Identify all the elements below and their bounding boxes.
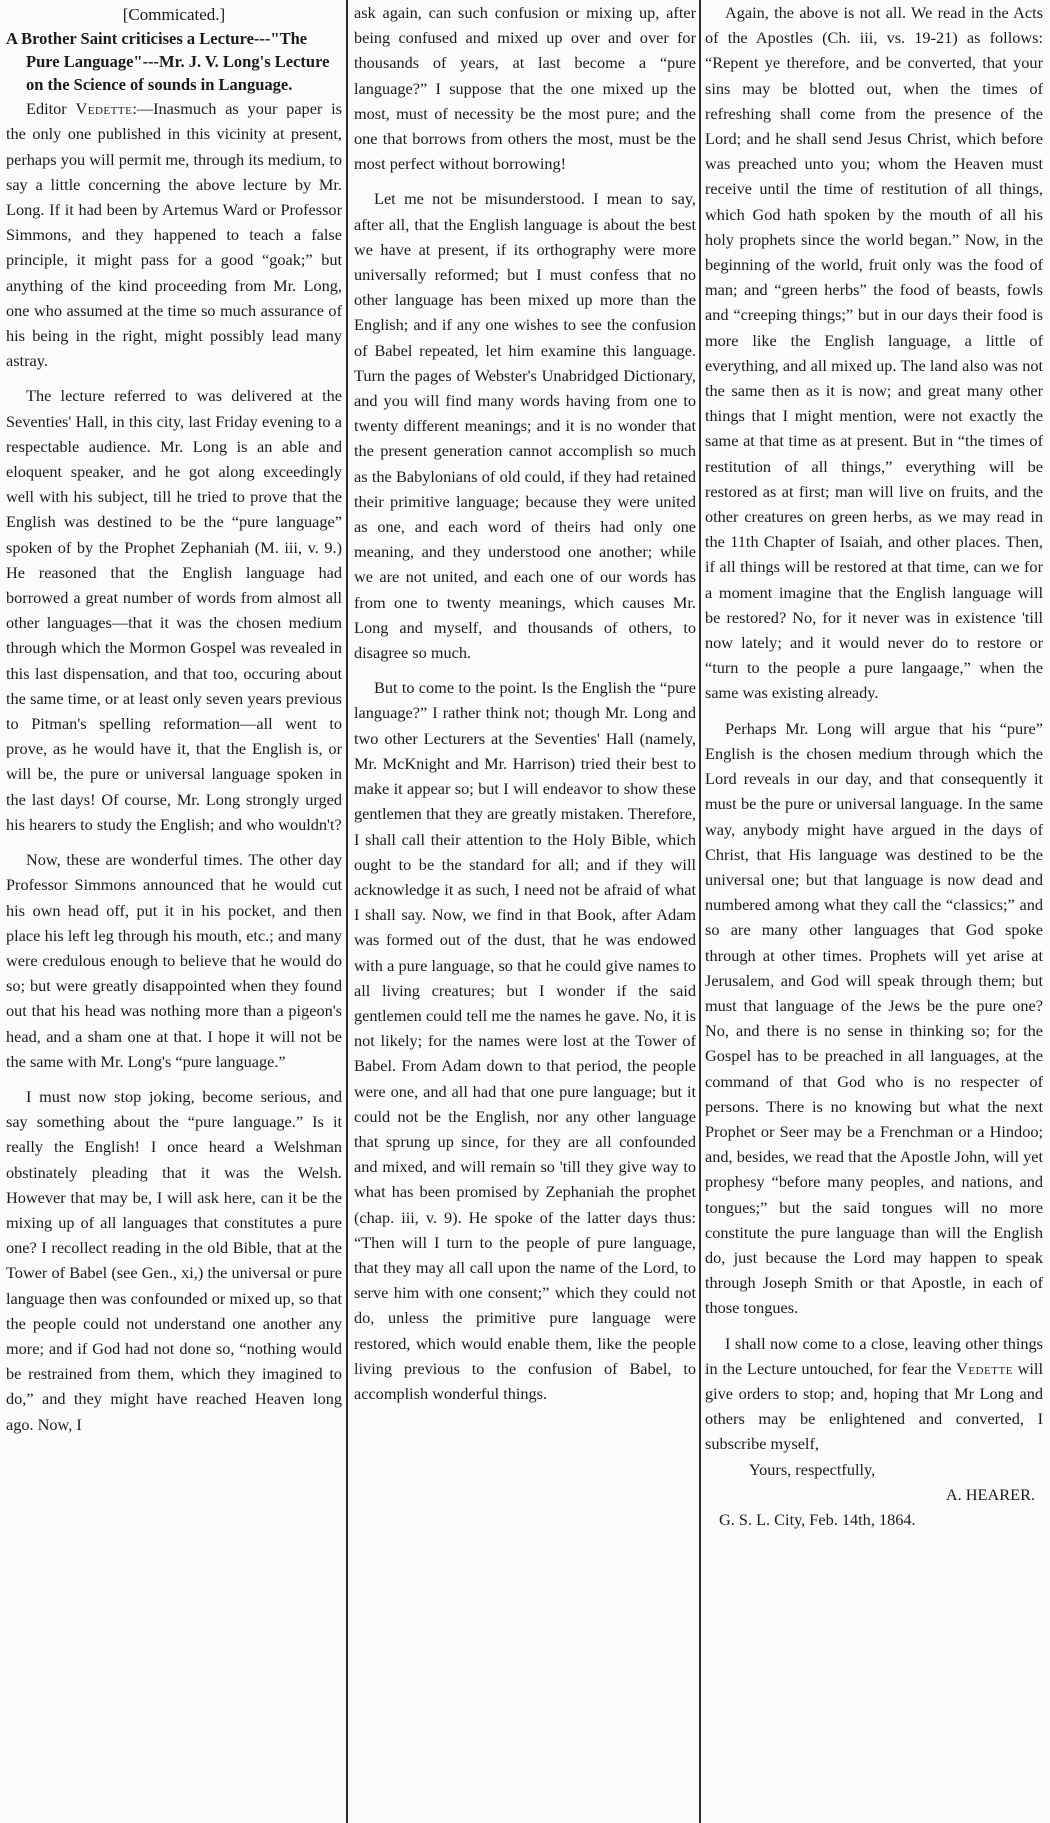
article-paragraph: But to come to the point. Is the English the “pure language?” I rather think not; though Mr. Long and two other Lecturers at the Seventies' Hall (namely, Mr. McKnight and Mr. Harrison) tried their best to make it appear so; but I will endeavor to show these gentlemen that they are greatly mistaken. Therefore, I shall call their attention to the Holy Bible, which ought to be the standard for all; and if they will acknowledge it as such, I need not be afraid of what I shall say. Now, we find in that Book, after Adam was formed out of the dust, that he was endowed with a pure language, so that he could give names to all living creatures; but I wonder if the said gentlemen could tell me the names he gave. No, it is not likely; for the names were lost at the Tower of Babel. From Adam down to that period, the people were one, and all had that one pure language; but it could not be the English, nor any other language that sprung up since, for they are all confounded and mixed, and will remain so 'till they give way to what has been promised by Zephaniah the prophet (chap. iii, v. 9). He spoke of the latter days thus: “Then will I turn to the people of pure language, that they may all call upon the name of the Lord, to serve him with one consent;” which they could not do, unless the primitive pure language were restored, which would enable them, like the people living previous to the confusion of Babel, to accomplish wonderful things. (354, 678, 696, 1403)
article-paragraph: I must now stop joking, become serious, and say something about the “pure language.” Is it really the English! I once heard a Welshman obstinately pleading that it was the Welsh. However that may be, I will ask here, can it be the mixing up of all languages that constitutes a pure one? I recollect reading in the old Bible, that at the Tower of Babel (see Gen., xi,) the universal or pure language then was confounded or mixed up, so that the people could not understand one another any more; and if God had not done so, “nothing would be restrained from them, which they imagined to do,” and they might have reached Heaven long ago. Now, I (6, 1086, 342, 1434)
paragraph-text: I shall now come to a close, leaving other things in the Lecture untouched, for fear the (705, 1333, 1043, 1378)
article-paragraph (6, 96, 342, 373)
article-paragraph: Perhaps Mr. Long will argue that his “pure” English is the chosen medium through which the Lord reveals in our day, and that consequently it must be the pure or universal language. In the same way, anybody might have argued in the days of Christ, that His language was destined to be the universal one; but that language is now dead and numbered among what they call the “classics;” and so are many other languages that God spoke through at other times. Prophets will yet arise at Jerusalem, and God will speak through them; but must that language of the Jews be the pure one? No, and there is no sense in thinking so; for the Gospel has to be preached in all languages, at the command of that God who is no respecter of persons. There is no knowing but what the next Prophet or Seer may be a Frenchman or a Hindoo; and, besides, we read that the Apostle John, will yet prophesy “before many peoples, and nations, and tongues;” but the said tongues will no more constitute the pure language than will the English do, just because the Lord may happen to speak through Joseph Smith or that Apostle, in each of those tongues. (705, 718, 1043, 1318)
salutation-prefix: Editor (26, 99, 67, 119)
letter-closing: Yours, respectfully, (749, 1459, 876, 1479)
article-paragraph: Let me not be misunderstood. I mean to say, after all, that the English language is about the best we have at present, if its orthography were more universally reformed; but I must confess that no other language has been mixed up more than the English; and if any one wishes to see the confusion of Babel repeated, let him examine this language. Turn the pages of Webster's Unabridged Dictionary, and you will find many words having from one to twenty different meanings; and it is no wonder that the present generation cannot accomplish so much as the Babylonians of old could, if they had retained their primitive language; because they were united as one, and each word of theirs had only one meaning, and they understood one another; while we are not united, and each one of our words has from one to twenty meanings, which causes Mr. Long and myself, and thousands of others, to disagree so much. (354, 189, 696, 663)
newspaper-name: Vedette (75, 99, 133, 119)
article-paragraph (705, 1331, 1043, 1457)
paragraph-text: will give orders to stop; and, hoping that Mr Long and others may be enlightened and converted, I subscribe myself, (705, 1358, 1043, 1454)
article-paragraph: Again, the above is not all. We read in the Acts of the Apostles (Ch. iii, vs. 19-21) as follows: “Repent ye therefore, and be converted, that your sins may be blotted out, when the times of refreshing shall come from the presence of the Lord; and he shall send Jesus Christ, which before was preached unto you; whom the Heaven must receive until the time of restitution of all things, which God hath spoken by the mouth of all his holy prophets since the world began.” Now, in the beginning of the world, fruit only was the food of man; and “green herbs” the food of beasts, fowls and “creeping things;” but in our days their food is more like the English language, a little of everything, and all mixed up. The land also was not the same then as it is now; and great many other things that I might mention, were not exactly the same at that time as at present. But in “the times of restitution of all things,” everything will be restored as at first; man will live on fruits, and the other creatures on green herbs, as we may read in the 11th Chapter of Isaiah, and other places. Then, if all things will be restored at that time, can we for a moment imagine that the English language will be restored? No, for it never was in existence 'till now lately; and it would never do to restore or “turn to the people a pure langaage,” when the same was existing already. (705, 3, 1043, 703)
letter-signature: A. HEARER. (945, 1484, 1035, 1504)
column-divider (699, 0, 701, 1823)
article-headline: A Brother Saint criticises a Lecture---"The Pure Language"---Mr. J. V. Long's Lecture on the Science of sounds in Language. (6, 29, 330, 95)
article-paragraph: Now, these are wonderful times. The other day Professor Simmons announced that he would cut his own head off, put it in his pocket, and then place his left leg through his mouth, etc.; and many were credulous enough to believe that he would do so; but were greatly disappointed when they found out that his head was nothing more than a pigeon's head, and a sham one at that. I hope it will not be the same with Mr. Long's “pure language.” (6, 850, 342, 1071)
column-1 (6, 0, 342, 1823)
article-paragraph: ask again, can such confusion or mixing up, after being confused and mixed up over and over for thousands of years, at last become a “pure language?” I suppose that the one mixed up the most, must of necessity be the most pure; and the one that borrows from others the most, must be the most perfect without borrowing! (354, 3, 696, 174)
column-2 (354, 0, 696, 1823)
article-paragraph: The lecture referred to was delivered at the Seventies' Hall, in this city, last Friday evening to a respectable audience. Mr. Long is an able and eloquent speaker, and he got along exceedingly well with his subject, till he tried to prove that the English was destined to be the “pure language” spoken of by the Prophet Zephaniah (M. iii, v. 9.) He reasoned that the English language had borrowed a great number of words from almost all other languages—that it was the chosen medium through which the Mormon Gospel was revealed in this last dispensation, and that too, occuring about the same time, or at least only seven years previous to Pitman's spelling reformation—all went to prove, as he would have it, that the English is, or will be, the pure or universal language spoken in the last days! Of course, Mr. Long strongly urged his hearers to study the English; and who wouldn't? (6, 386, 342, 834)
column-divider (346, 0, 348, 1823)
article-label: [Commicated.] (122, 5, 226, 24)
newspaper-name: Vedette (956, 1358, 1013, 1378)
letter-dateline: G. S. L. City, Feb. 14th, 1864. (719, 1509, 916, 1529)
column-3 (705, 0, 1043, 1823)
paragraph-text: :—Inasmuch as your paper is the only one published in this vicinity at present, perhaps you will permit me, through its medium, to say a little concerning the above lecture by Mr. Long. If it had been by Artemus Ward or Professor Simmons, and they happened to teach a false principle, it might pass for a good “goak;” but anything of the kind proceeding from Mr. Long, one who assumed at the time so much assurance of his being in the right, might possibly lead many astray. (6, 99, 342, 371)
